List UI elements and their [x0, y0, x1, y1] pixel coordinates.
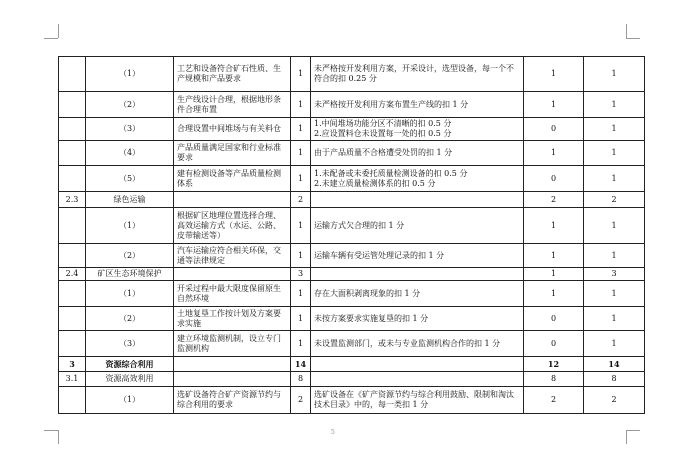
row-total-score: 1: [584, 281, 645, 307]
table-row: [59, 331, 645, 357]
subsection-row: [59, 192, 645, 208]
row-total-score: 14: [584, 357, 645, 372]
crop-mark: [626, 430, 640, 431]
row-score: 14: [291, 357, 311, 372]
evaluation-table: [58, 56, 645, 414]
row-total-score: 1: [584, 92, 645, 118]
row-self-score: 1: [524, 281, 584, 307]
table-row: [59, 307, 645, 331]
row-total-score: 1: [584, 166, 645, 192]
table-row: [59, 208, 645, 244]
row-deduction-rule: 1.未配备或未委托质量检测设备的扣 0.5 分 2.未建立质量检测体系的扣 0.5 分: [311, 166, 524, 192]
row-requirement: 生产线设计合理，根据地形条件合理布置: [174, 92, 291, 118]
row-total-score: 1: [584, 307, 645, 331]
row-category: （2）: [86, 92, 174, 118]
row-self-score: 12: [524, 357, 584, 372]
row-deduction-rule: 未严格按开发利用方案布置生产线的扣 1 分: [311, 92, 524, 118]
row-score: 1: [291, 118, 311, 141]
crop-mark: [626, 24, 627, 38]
row-score: 3: [291, 268, 311, 281]
row-category: （1）: [86, 281, 174, 307]
row-score: 1: [291, 92, 311, 118]
row-requirement: 合理设置中间堆场与有关料仓: [174, 118, 291, 141]
row-deduction-rule: 运输方式欠合理的扣 1 分: [311, 208, 524, 244]
row-number: [59, 331, 86, 357]
row-total-score: 2: [584, 192, 645, 208]
row-category: （1）: [86, 387, 174, 414]
row-score: 8: [291, 372, 311, 387]
row-total-score: 1: [584, 118, 645, 141]
row-deduction-rule: 未设置监测部门，或未与专业监测机构合作的扣 1 分: [311, 331, 524, 357]
crop-mark: [626, 430, 627, 444]
row-score: 1: [291, 208, 311, 244]
row-category: （2）: [86, 244, 174, 268]
page-number: 5: [331, 429, 335, 436]
row-requirement: [174, 268, 291, 281]
row-total-score: 2: [584, 387, 645, 414]
row-self-score: 1: [524, 141, 584, 166]
row-score: 1: [291, 244, 311, 268]
row-category: （3）: [86, 331, 174, 357]
table-row: [59, 92, 645, 118]
row-number: [59, 307, 86, 331]
row-category: （3）: [86, 118, 174, 141]
row-category: （4）: [86, 141, 174, 166]
row-deduction-rule: 运输车辆有受运管处理记录的扣 1 分: [311, 244, 524, 268]
row-total-score: 3: [584, 268, 645, 281]
row-number: [59, 281, 86, 307]
row-score: 2: [291, 387, 311, 414]
row-number: [59, 244, 86, 268]
row-number: 3: [59, 357, 86, 372]
row-category: 资源综合利用: [86, 357, 174, 372]
table-row: [59, 118, 645, 141]
row-number: [59, 387, 86, 414]
row-requirement: 汽车运输应符合相关环保，交通等法律规定: [174, 244, 291, 268]
row-requirement: 选矿设备符合矿产资源节约与综合利用的要求: [174, 387, 291, 414]
row-self-score: 0: [524, 118, 584, 141]
row-score: 1: [291, 141, 311, 166]
table-row: [59, 281, 645, 307]
row-self-score: 8: [524, 372, 584, 387]
row-total-score: 1: [584, 141, 645, 166]
crop-mark: [44, 430, 58, 431]
row-number: [59, 92, 86, 118]
row-deduction-rule: [311, 268, 524, 281]
row-deduction-rule: [311, 357, 524, 372]
crop-mark: [58, 24, 59, 38]
row-self-score: 2: [524, 387, 584, 414]
row-number: [59, 118, 86, 141]
row-category: 绿色运输: [86, 192, 174, 208]
row-requirement: 建有检测设备等产品质量检测体系: [174, 166, 291, 192]
row-requirement: 工艺和设备符合矿石性质、生产规模和产品要求: [174, 57, 291, 92]
table-row: [59, 57, 645, 92]
row-requirement: 建立环境监测机制，设立专门监测机构: [174, 331, 291, 357]
subsection-row: [59, 268, 645, 281]
crop-mark: [44, 38, 58, 39]
row-self-score: 0: [524, 307, 584, 331]
row-deduction-rule: 选矿设备在《矿产资源节约与综合利用鼓励、限制和淘汰技术目录》中的，每一类扣 1 分: [311, 387, 524, 414]
row-self-score: 1: [524, 208, 584, 244]
row-self-score: 2: [524, 192, 584, 208]
row-category: （5）: [86, 166, 174, 192]
row-requirement: 土地复垦工作按计划及方案要求实施: [174, 307, 291, 331]
table-row: [59, 141, 645, 166]
row-deduction-rule: 1.中间堆场功能分区不清晰的扣 0.5 分 2.应设置料仓未设置每一处的扣 0.5 分: [311, 118, 524, 141]
row-self-score: 1: [524, 244, 584, 268]
crop-mark: [58, 430, 59, 444]
row-number: [59, 141, 86, 166]
row-category: 矿区生态环境保护: [86, 268, 174, 281]
row-category: （1）: [86, 57, 174, 92]
row-category: 资源高效利用: [86, 372, 174, 387]
row-requirement: 根据矿区地理位置选择合理、高效运输方式（水运、公路、皮带输送等）: [174, 208, 291, 244]
row-requirement: 开采过程中最大限度保留原生自然环境: [174, 281, 291, 307]
table-row: [59, 166, 645, 192]
row-deduction-rule: [311, 192, 524, 208]
row-total-score: 1: [584, 244, 645, 268]
row-number: 3.1: [59, 372, 86, 387]
row-total-score: 1: [584, 57, 645, 92]
row-number: 2.4: [59, 268, 86, 281]
row-score: 1: [291, 281, 311, 307]
row-score: 1: [291, 166, 311, 192]
row-requirement: [174, 192, 291, 208]
row-self-score: 0: [524, 331, 584, 357]
row-total-score: 1: [584, 331, 645, 357]
row-total-score: 8: [584, 372, 645, 387]
row-category: （2）: [86, 307, 174, 331]
section-row: [59, 357, 645, 372]
row-number: 2.3: [59, 192, 86, 208]
row-score: 1: [291, 57, 311, 92]
table-row: [59, 387, 645, 414]
row-self-score: 1: [524, 92, 584, 118]
row-score: 1: [291, 331, 311, 357]
table-row: [59, 244, 645, 268]
row-number: [59, 208, 86, 244]
row-deduction-rule: 未严格按开发利用方案，开采设计，选型设备，每一个不符合的扣 0.25 分: [311, 57, 524, 92]
subsection-row: [59, 372, 645, 387]
row-deduction-rule: 存在大面积剥离现象的扣 1 分: [311, 281, 524, 307]
row-total-score: 1: [584, 208, 645, 244]
row-number: [59, 57, 86, 92]
row-deduction-rule: [311, 372, 524, 387]
row-deduction-rule: 未按方案要求实施复垦的扣 1 分: [311, 307, 524, 331]
row-self-score: 0: [524, 166, 584, 192]
row-category: （1）: [86, 208, 174, 244]
crop-mark: [626, 38, 640, 39]
row-requirement: [174, 357, 291, 372]
row-self-score: 1: [524, 268, 584, 281]
row-self-score: 1: [524, 57, 584, 92]
row-score: 2: [291, 192, 311, 208]
row-requirement: 产品质量满足国家和行业标准要求: [174, 141, 291, 166]
row-deduction-rule: 由于产品质量不合格遭受处罚的扣 1 分: [311, 141, 524, 166]
row-number: [59, 166, 86, 192]
row-score: 1: [291, 307, 311, 331]
row-requirement: [174, 372, 291, 387]
